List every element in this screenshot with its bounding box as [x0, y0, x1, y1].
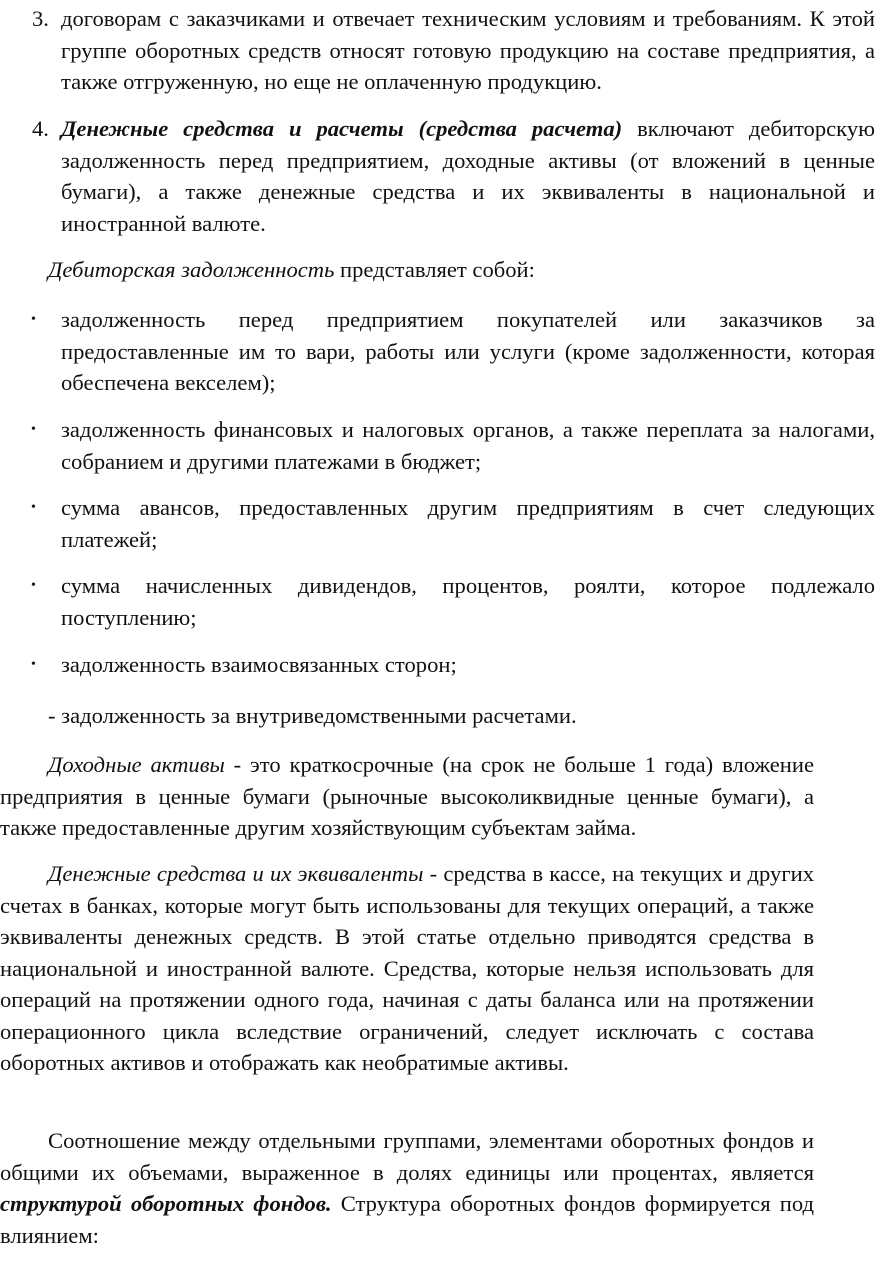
cash-term: Денежные средства и их эквиваленты	[48, 861, 424, 886]
list-item-4	[0, 113, 877, 239]
bullet-text: задолженность перед предприятием покупателей или заказчиков за предоставленные им то вари, работы или услуги (кроме задолженности, которая обеспечена векселем);	[61, 307, 875, 395]
bullet-icon: •	[31, 312, 36, 327]
cash-and-settlements-term: Денежные средства и расчеты (средства расчета)	[61, 116, 623, 141]
bullet-text: задолженность взаимосвязанных сторон;	[61, 652, 457, 677]
bullet-text: сумма авансов, предоставленных другим предприятиям в счет следующих платежей;	[61, 495, 875, 552]
receivables-term: Дебиторская задолженность	[48, 257, 335, 282]
structure-text-before: Соотношение между отдельными группами, элементами оборотных фондов и общими их объемами, выраженное в долях единицы или процентах, является	[0, 1128, 814, 1185]
structure-term: структурой оборотных фондов.	[0, 1191, 332, 1216]
bullet-icon: •	[31, 657, 36, 672]
receivables-intro-text: представляет собой:	[334, 257, 535, 282]
bullet-item	[0, 414, 877, 477]
income-assets-term: Доходные активы	[48, 752, 225, 777]
list-number-3: 3.	[32, 6, 49, 31]
bullet-icon: •	[31, 422, 36, 437]
income-assets-paragraph	[0, 749, 816, 844]
receivables-intro	[48, 254, 816, 286]
cash-paragraph	[0, 858, 816, 1079]
structure-text-after: Структура оборотных фондов формируется под влиянием:	[0, 1191, 815, 1248]
bullet-item	[0, 304, 877, 399]
list-item-3	[0, 3, 877, 98]
income-assets-text: - это краткосрочные (на срок не больше 1 года) вложение предприятия в ценные бумаги (рыночные высоколиквидные ценные бумаги), а также предоставленные другим хозяйствующим субъектам займа.	[0, 752, 815, 840]
bullet-icon: •	[31, 500, 36, 515]
bullet-item	[0, 649, 877, 681]
bullet-item	[0, 570, 877, 633]
bullet-text: задолженность финансовых и налоговых органов, а также переплата за налогами, собранием и другими платежами в бюджет;	[61, 417, 875, 474]
list-number-4: 4.	[32, 116, 49, 141]
bullet-icon: •	[31, 578, 36, 593]
list-item-3-text: договорам с заказчиками и отвечает техническим условиям и требованиям. К этой группе оборотных средств относят готовую продукцию на составе предприятия, а также отгруженную, но еще не оплаченную продукцию.	[61, 6, 875, 94]
dash-item	[48, 700, 816, 732]
dash-item-text: - задолженность за внутриведомственными расчетами.	[48, 703, 577, 728]
structure-paragraph	[0, 1125, 816, 1251]
list-item-4-text: включают дебиторскую задолженность перед предприятием, доходные активы (от вложений в ценные бумаги), а также денежные средства и их эквиваленты в национальной и иностранной валюте.	[61, 116, 875, 236]
bullet-text: сумма начисленных дивидендов, процентов, роялти, которое подлежало поступлению;	[61, 573, 875, 630]
bullet-item	[0, 492, 877, 555]
cash-text: - средства в кассе, на текущих и других счетах в банках, которые могут быть использованы для текущих операций, а также эквиваленты денежных средств. В этой статье отдельно приводятся средства в национальной и иностранной валюте. Средства, которые нельзя использовать для операций на протяжении одного года, начиная с даты баланса или на протяжении операционного цикла вследствие ограничений, следует исключать с состава оборотных активов и отображать как необратимые активы.	[0, 861, 815, 1075]
